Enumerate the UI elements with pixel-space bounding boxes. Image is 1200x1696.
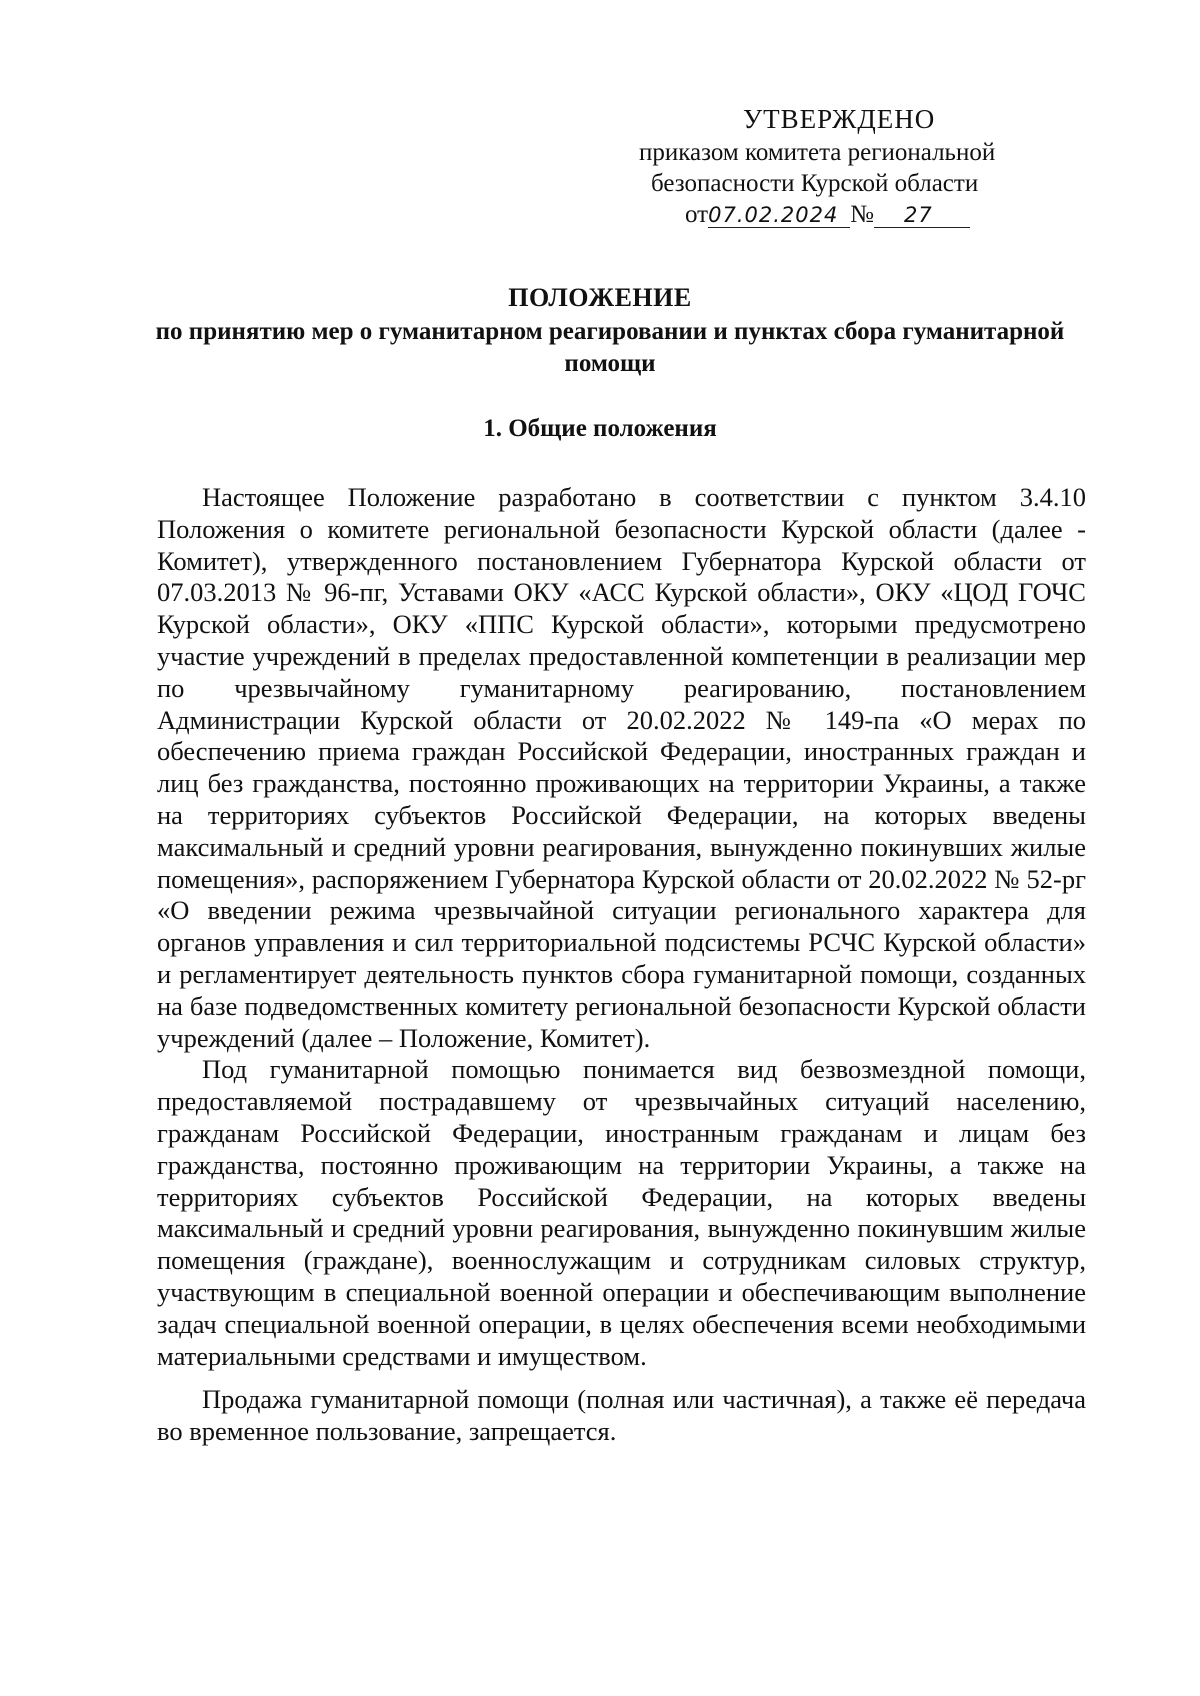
number-label: № — [850, 201, 874, 228]
paragraph: Настоящее Положение разработано в соответствии с пунктом 3.4.10 Положения о комитете региональной безопасности Курской области (далее - Комитет), утвержденного постановлением Губернатора Курской области от 07.03.2013 № 96-пг, Уставами ОКУ «АСС Курской области», ОКУ «ЦОД ГОЧС Курской области», ОКУ «ППС Курской области», которыми предусмотрено участие учреждений в пределах предоставленной компетенции в реализации мер по чрезвычайному гуманитарному реагированию, постановлением Администрации Курской области от 20.02.2022 № 149-па «О мерах по обеспечению приема граждан Российской Федерации, иностранных граждан и лиц без гражданства, постоянно проживающих на территории Украины, а также на территориях субъектов Российской Федерации, на которых введены максимальный и средний уровни реагирования, вынужденно покинувших жилые помещения», распоряжением Губернатора Курской области от 20.02.2022 № 52-рг «О введении режима чрезвычайной ситуации регионального характера для органов управления и сил территориальной подсистемы РСЧС Курской области» и регламентирует деятельность пунктов сбора гуманитарной помощи, созданных на базе подведомственных комитету региональной безопасности Курской области учреждений (далее – Положение, Комитет). — [157, 482, 1086, 1053]
paragraph: Продажа гуманитарной помощи (полная или частичная), а также её передача во временное пользование, запрещается. — [157, 1384, 1086, 1447]
approval-date-line — [631, 199, 1061, 233]
section-heading: 1. Общие положения — [483, 415, 717, 442]
document-title: ПОЛОЖЕНИЕ — [508, 283, 692, 312]
approval-committee-line: безопасности Курской области — [651, 170, 979, 197]
approval-stamp-block — [631, 104, 1061, 233]
document-subtitle: по принятию мер о гуманитарном реагировании и пунктах сбора гуманитарной помощи — [155, 318, 1065, 377]
approved-label: УТВЕРЖДЕНО — [743, 104, 936, 134]
approval-order-line: приказом комитета региональной — [639, 139, 996, 166]
handwritten-date: 07.02.2024 — [708, 203, 850, 228]
paragraph: Под гуманитарной помощью понимается вид безвозмездной помощи, предоставляемой пострадавшему от чрезвычайных ситуаций населению, гражданам Российской Федерации, иностранным гражданам и лицам без гражданства, постоянно проживающим на территории Украины, а также на территориях субъектов Российской Федерации, на которых введены максимальный и средний уровни реагирования, вынужденно покинувшим жилые помещения (граждане), военнослужащим и сотрудникам силовых структур, участвующим в специальной военной операции и обеспечивающим выполнение задач специальной военной операции, в целях обеспечения всеми необходимыми материальными средствами и имуществом. — [157, 1054, 1086, 1371]
handwritten-number: 27 — [874, 203, 970, 228]
section-body — [157, 482, 1086, 1448]
from-label: от — [685, 201, 709, 228]
